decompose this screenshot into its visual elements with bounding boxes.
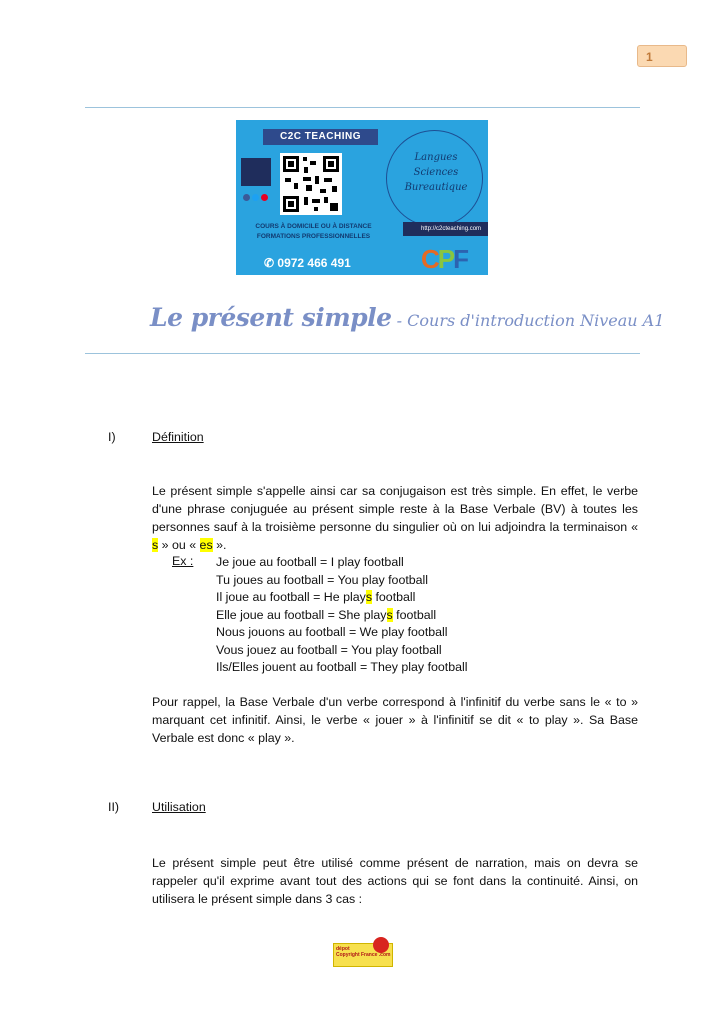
social-icons: [243, 188, 273, 196]
logo-icon: [241, 158, 271, 186]
copyright-stamp: [333, 937, 391, 965]
example-highlight: s: [365, 590, 373, 604]
document-title: [150, 303, 665, 332]
example-list: [216, 554, 468, 677]
globe-word: Bureautique: [404, 182, 468, 193]
course-line: COURS À DOMICILE OU À DISTANCE: [255, 223, 372, 230]
section2-number: II): [108, 800, 120, 814]
cpf-c: C: [421, 244, 438, 274]
course-lines: [246, 222, 381, 248]
phone-text: 0972 466 491: [277, 256, 351, 270]
example-line: [216, 572, 468, 590]
usage-paragraph: Le présent simple peut être utilisé comme présent de narration, mais on devra se rappeler qu'il exprime avant tout des actions qui se font dans la continuité. Ainsi, on utilisera le présent simple dans 3 cas :: [152, 856, 638, 906]
def-text: ».: [212, 538, 227, 552]
qr-code-icon: [280, 153, 342, 215]
section1-heading: Définition: [152, 430, 204, 444]
globe-word: Sciences: [413, 167, 459, 178]
banner-title: C2C TEACHING: [263, 129, 378, 145]
def-text: » ou «: [158, 538, 200, 552]
example-line: [216, 607, 468, 625]
example-line: [216, 642, 468, 660]
highlight-s: s: [152, 538, 159, 552]
reminder-paragraph: Pour rappel, la Base Verbale d'un verbe correspond à l'infinitif du verbe sans le « to » marquant cet infinitif. Ainsi, le verbe « jouer » à l'infinitif se dit « to play ». Sa Base Verbale est donc « play ».: [152, 695, 638, 745]
example-text: football: [392, 607, 437, 622]
def-text: Le présent simple s'appelle ainsi car sa conjugaison est très simple. En effet, le verbe d'une phrase conjuguée au présent simple reste à la Base Verbale (BV) à toutes les personnes sauf à la troisième personne du singulier où on lui adjoindra la terminaison «: [152, 484, 638, 534]
example-text: Il joue au football = He play: [216, 590, 366, 604]
example-line: [216, 589, 468, 607]
example-text: football: [372, 590, 416, 604]
title-rule: [85, 353, 640, 354]
title-sub: - Cours d'introduction Niveau A1: [391, 311, 665, 330]
highlight-es: es: [199, 538, 213, 552]
cpf-p: P: [437, 244, 454, 274]
globe-words: [396, 150, 476, 195]
cpf-f: F: [453, 244, 468, 274]
globe-word: Langues: [414, 152, 458, 163]
example-text: Elle joue au football = She play: [216, 607, 387, 622]
example-text: Tu joues au football = You play football: [216, 572, 429, 587]
example-highlight: s: [386, 607, 393, 622]
example-line: [216, 554, 468, 572]
section2-heading: Utilisation: [152, 800, 206, 814]
course-line: FORMATIONS PROFESSIONNELLES: [256, 233, 371, 240]
example-text: Ils/Elles jouent au football = They play football: [216, 660, 468, 674]
header-rule: [85, 107, 640, 108]
title-main: Le présent simple: [150, 303, 392, 332]
phone-number: ✆ 0972 466 491: [264, 256, 351, 270]
page-number: 1: [637, 45, 687, 67]
example-text: Vous jouez au football = You play football: [216, 642, 442, 657]
website-url: http://c2cteaching.com: [403, 222, 488, 236]
definition-paragraph: [152, 482, 638, 554]
example-text: Nous jouons au football = We play football: [216, 625, 448, 639]
cpf-logo: [421, 244, 467, 275]
example-line: [216, 659, 468, 677]
section1-number: I): [108, 430, 116, 444]
c2c-banner: [236, 120, 488, 275]
example-label: Ex :: [172, 554, 194, 568]
example-text: Je joue au football = I play football: [216, 555, 404, 569]
example-line: [216, 624, 468, 642]
stamp-text: Copyright France .com: [336, 952, 391, 958]
stamp-text: dépot: [336, 946, 350, 952]
